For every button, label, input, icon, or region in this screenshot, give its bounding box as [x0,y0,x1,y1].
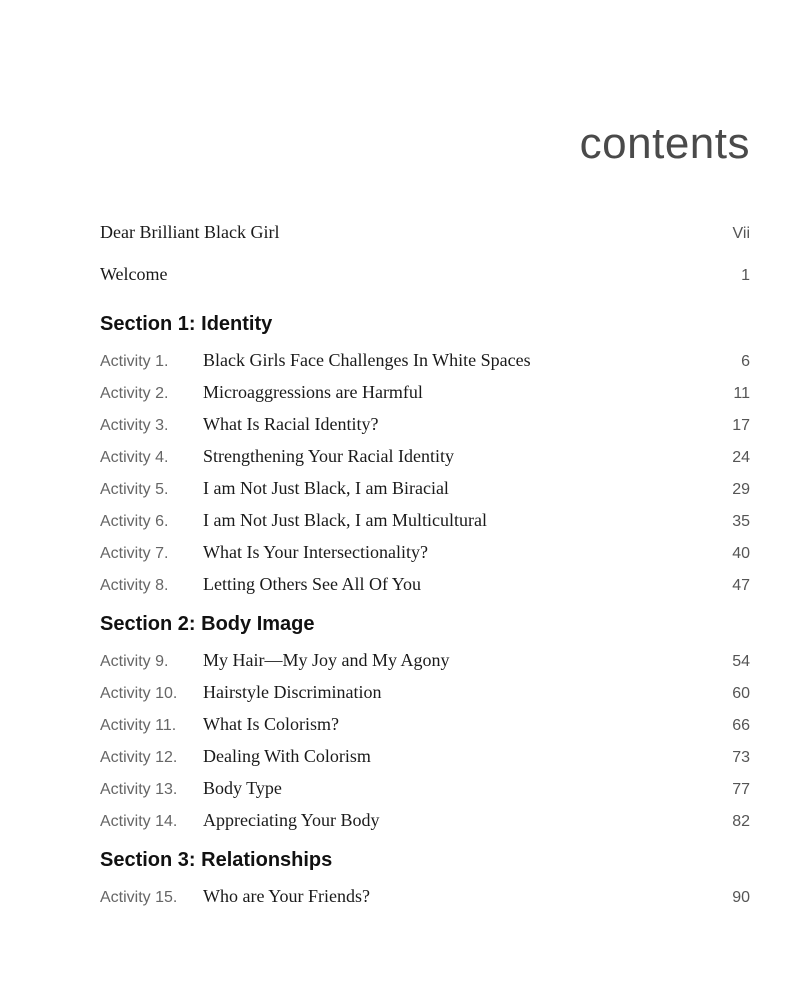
activity-title: What Is Colorism? [203,714,339,734]
activity-title: Strengthening Your Racial Identity [203,446,454,466]
table-of-contents [100,218,750,914]
section-3 [100,846,750,914]
front-matter-page: Vii [732,225,750,242]
activity-number: Activity 15. [100,889,178,906]
activity-number: Activity 5. [100,481,169,498]
activity-title: Black Girls Face Challenges In White Spaces [203,350,531,370]
activity-number: Activity 7. [100,545,169,562]
activity-title: Who are Your Friends? [203,886,370,906]
activity-row [100,346,750,378]
activity-number: Activity 9. [100,653,169,670]
activity-number: Activity 12. [100,749,178,766]
activity-title: What Is Your Intersectionality? [203,542,428,562]
activity-page: 66 [732,717,750,734]
activity-page: 24 [732,449,750,466]
activity-title: Body Type [203,778,282,798]
activity-number: Activity 10. [100,685,178,702]
activity-number: Activity 8. [100,577,169,594]
front-matter-label: Welcome [100,264,168,284]
activity-title: Appreciating Your Body [203,810,380,830]
section-heading: Section 3: Relationships [100,849,333,871]
activity-title: Dealing With Colorism [203,746,371,766]
activity-row [100,570,750,602]
activity-row [100,506,750,538]
activity-page: 54 [732,653,750,670]
section-heading: Section 1: Identity [100,313,273,335]
activity-page: 73 [732,749,750,766]
activity-number: Activity 11. [100,717,177,734]
activity-page: 6 [741,353,750,370]
activity-number: Activity 6. [100,513,169,530]
activity-row [100,474,750,506]
activity-page: 60 [732,685,750,702]
activity-title: I am Not Just Black, I am Biracial [203,478,449,498]
activity-row [100,710,750,742]
front-matter-entry [100,260,750,302]
activity-row [100,378,750,410]
activity-number: Activity 13. [100,781,178,798]
activity-page: 77 [732,781,750,798]
activity-page: 82 [732,813,750,830]
activity-title: I am Not Just Black, I am Multicultural [203,510,487,530]
activity-row [100,806,750,838]
activity-page: 11 [733,385,750,402]
page-title: contents [579,119,750,168]
activity-title: Letting Others See All Of You [203,574,421,594]
activity-title: What Is Racial Identity? [203,414,379,434]
section-2 [100,610,750,838]
activity-number: Activity 14. [100,813,178,830]
activity-page: 35 [732,513,750,530]
activity-number: Activity 2. [100,385,169,402]
activity-row [100,646,750,678]
activity-row [100,410,750,442]
activity-number: Activity 1. [100,353,169,370]
activity-page: 47 [732,577,750,594]
activity-page: 17 [732,417,750,434]
activity-page: 90 [732,889,750,906]
section-heading: Section 2: Body Image [100,613,315,635]
front-matter-entry [100,218,750,260]
activity-row [100,442,750,474]
activity-number: Activity 4. [100,449,169,466]
activity-row [100,742,750,774]
activity-row [100,538,750,570]
front-matter-page: 1 [741,267,750,284]
activity-row [100,678,750,710]
activity-row [100,882,750,914]
activity-title: My Hair—My Joy and My Agony [203,650,450,670]
activity-title: Hairstyle Discrimination [203,682,382,702]
front-matter-label: Dear Brilliant Black Girl [100,222,280,242]
activity-row [100,774,750,806]
section-1 [100,310,750,602]
activity-page: 29 [732,481,750,498]
activity-title: Microaggressions are Harmful [203,382,423,402]
activity-number: Activity 3. [100,417,169,434]
activity-page: 40 [732,545,750,562]
